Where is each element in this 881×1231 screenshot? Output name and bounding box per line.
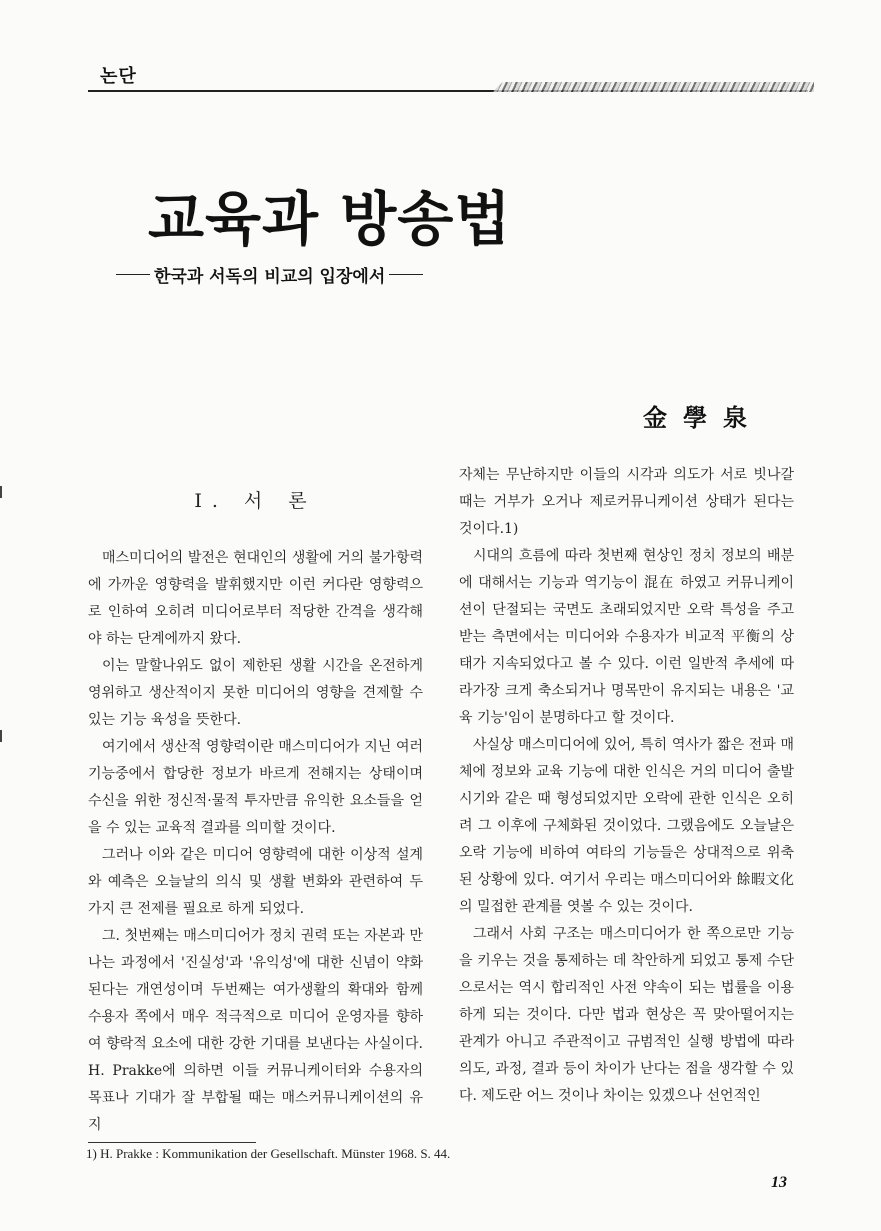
paragraph: 이는 말할나위도 없이 제한된 생활 시간을 온전하게 영위하고 생산적이지 못한 미디어의 영향을 견제할 수 있는 기능 육성을 뜻한다. (88, 658, 423, 728)
page-number: 13 (771, 1174, 787, 1191)
subtitle-dash-left (116, 274, 150, 276)
section-tag: 논단 (100, 66, 137, 87)
footnote: 1) H. Prakke : Kommunikation der Gesellschaft. Münster 1968. S. 44. (86, 1146, 451, 1161)
subtitle-dash-right (389, 274, 423, 276)
paragraph: 그래서 사회 구조는 매스미디어가 한 쪽으로만 기능을 키우는 것을 통제하는 데 착안하게 되었고 통제 수단으로서는 역시 합리적인 사전 약속이 되는 법률을 이용하게 되는 것이다. 다만 법과 현상은 꼭 맞아떨어지는 관계가 아니고 주관적이고 규범적인 실행 방법에 따라 의도, 과정, 결과 등이 차이가 난다는 점을 생각할 수 있다. 제도란 어느 것이나 차이는 있겠으나 선언적인 (459, 926, 794, 1104)
author-name: 金學泉 (643, 403, 763, 432)
body-column-left (88, 462, 423, 1139)
article-subtitle-text: 한국과 서독의 비교의 입장에서 (154, 267, 386, 287)
paragraph: 사실상 매스미디어에 있어, 특히 역사가 짧은 전파 매체에 정보와 교육 기능에 대한 인식은 거의 미디어 출발 시기와 같은 때 형성되었지만 오락에 관한 인식은 오히려 그 이후에 구체화된 것이었다. 그랬음에도 오늘날은 오락 기능에 비하여 여타의 기능들은 상대적으로 위축된 상황에 있다. 여기서 우리는 매스미디어와 餘暇文化의 밀접한 관계를 엿볼 수 있는 것이다. (459, 737, 794, 915)
article-subtitle (112, 262, 427, 287)
paragraph: 매스미디어의 발전은 현대인의 생활에 거의 불가항력에 가까운 영향력을 발휘했지만 이런 커다란 영향력으로 인하여 오히려 미디어로부터 적당한 간격을 생각해야 하는 단계에까지 왔다. (88, 550, 423, 647)
body-column-right (459, 462, 794, 1110)
paragraph: 여기에서 생산적 영향력이란 매스미디어가 지닌 여러 기능중에서 합당한 정보가 바르게 전해지는 상태이며 수신을 위한 정신적·물적 투자만큼 유익한 요소들을 얻을 수 있는 교육적 결과를 의미할 것이다. (88, 739, 423, 836)
paragraph: 시대의 흐름에 따라 첫번째 현상인 정치 정보의 배분에 대해서는 기능과 역기능이 混在 하였고 커뮤니케이션이 단절되는 국면도 초래되었지만 오락 특성을 주고 받는 측면에서는 미디어와 수용자가 비교적 平衡의 상태가 지속되었다고 볼 수 있다. 이런 일반적 추세에 따라가장 크게 축소되거나 명목만이 유지되는 내용은 '교육 기능'임이 분명하다고 할 것이다. (459, 548, 794, 726)
section-heading: Ⅰ. 서 론 (194, 490, 317, 512)
footnote-rule (88, 1142, 256, 1143)
margin-mark (0, 730, 2, 742)
paragraph: 그러나 이와 같은 미디어 영향력에 대한 이상적 설계와 예측은 오늘날의 의식 및 생활 변화와 관련하여 두 가지 큰 전제를 필요로 하게 되었다. (88, 847, 423, 917)
margin-mark (0, 486, 2, 498)
article-title: 교육과 방송법 (148, 185, 512, 253)
paragraph: 자체는 무난하지만 이들의 시각과 의도가 서로 빗나갈 때는 거부가 오거나 제로커뮤니케이션 상태가 된다는 것이다.1) (459, 467, 794, 537)
paragraph: 그. 첫번째는 매스미디어가 정치 권력 또는 자본과 만나는 과정에서 '진실성'과 '유익성'에 대한 신념이 약화된다는 개연성이며 두번째는 여가생활의 확대와 함께 수용자 쪽에서 매우 적극적으로 미디어 운영자를 향하여 향락적 요소에 대한 강한 기대를 보낸다는 사실이다. H. Prakke에 의하면 이들 커뮤니케이터와 수용자의 목표나 기대가 잘 부합될 때는 매스커뮤니케이션의 유지 (88, 928, 423, 1133)
header-decorative-band (486, 82, 814, 92)
